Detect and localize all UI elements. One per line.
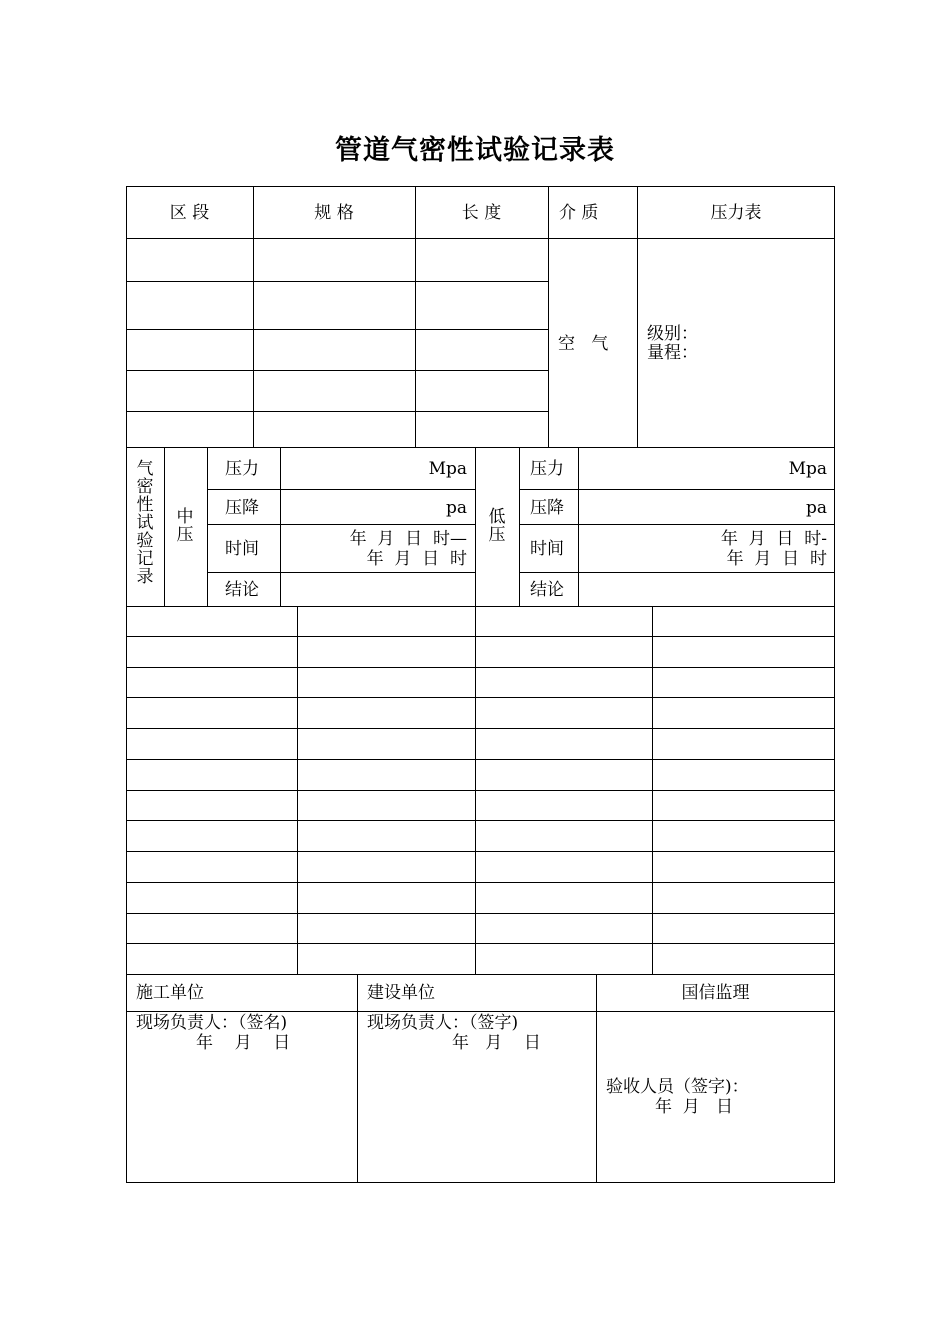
mp-drop-label: 压降 (225, 498, 259, 518)
lp-pressure-label: 压力 (530, 459, 564, 479)
medium-pressure-label: 中 压 (176, 507, 194, 545)
col-divider (548, 186, 549, 447)
grid-row-line (126, 636, 835, 637)
grid-row-line (126, 851, 835, 852)
grid-col-line (297, 606, 298, 974)
acceptance-sign: 验收人员（签字)： (606, 1077, 749, 1097)
col-divider (475, 447, 476, 974)
gauge-grade: 级别： (647, 324, 698, 344)
mp-drop-unit: pa (445, 498, 467, 518)
lp-time-label: 时间 (530, 539, 564, 559)
owner-sign: 现场负责人：（签字) (367, 1013, 519, 1033)
row-divider (207, 489, 475, 490)
row-divider (519, 524, 835, 525)
test-record-label: 气 密 性 试 验 记 录 (136, 459, 154, 587)
grid-row-line (126, 728, 835, 729)
col-divider (253, 186, 254, 447)
col-divider (280, 447, 281, 606)
col-divider (207, 447, 208, 606)
col-divider (164, 447, 165, 606)
col-divider (519, 447, 520, 606)
mp-conclusion-label: 结论 (225, 580, 259, 600)
row-divider (126, 370, 548, 371)
lp-drop-label: 压降 (530, 498, 564, 518)
row-divider (207, 524, 475, 525)
footer-col-line (596, 974, 597, 1183)
row-divider (519, 572, 835, 573)
lp-time-start: 年 月 日 时- (720, 529, 827, 549)
row-divider (519, 489, 835, 490)
grid-row-line (126, 667, 835, 668)
mp-pressure-label: 压力 (225, 459, 259, 479)
acceptance-date: 年 月 日 (655, 1097, 734, 1117)
lp-conclusion-label: 结论 (530, 580, 564, 600)
owner-unit-label: 建设单位 (367, 983, 435, 1003)
grid-top (126, 606, 835, 607)
row-divider (126, 411, 548, 412)
header-spec: 规 格 (314, 203, 354, 223)
section-divider (126, 447, 835, 448)
col-divider (415, 186, 416, 447)
grid-bottom (126, 974, 835, 975)
row-divider (126, 281, 548, 282)
grid-row-line (126, 759, 835, 760)
grid-row-line (126, 790, 835, 791)
mp-time-start: 年 月 日 时— (349, 529, 467, 549)
construction-date: 年 月 日 (196, 1033, 291, 1053)
header-medium: 介 质 (559, 203, 599, 223)
grid-row-line (126, 943, 835, 944)
grid-row-line (126, 882, 835, 883)
mp-pressure-unit: Mpa (428, 459, 467, 479)
header-gauge: 压力表 (710, 203, 762, 223)
col-divider (578, 447, 579, 606)
lp-drop-unit: pa (805, 498, 827, 518)
owner-date: 年 月 日 (452, 1033, 541, 1053)
lp-time-end: 年 月 日 时 (726, 549, 827, 569)
medium-value: 空 气 (558, 334, 609, 354)
header-divider (126, 238, 835, 239)
grid-row-line (126, 820, 835, 821)
col-divider (637, 186, 638, 447)
footer-col-line (357, 974, 358, 1183)
header-section: 区 段 (169, 203, 210, 223)
row-divider (207, 572, 475, 573)
low-pressure-label: 低 压 (488, 507, 506, 545)
grid-col-line (652, 606, 653, 974)
grid-row-line (126, 697, 835, 698)
header-length: 长 度 (461, 203, 502, 223)
construction-sign: 现场负责人：（签名) (136, 1013, 288, 1033)
lp-pressure-unit: Mpa (788, 459, 827, 479)
grid-row-line (126, 913, 835, 914)
mp-time-end: 年 月 日 时 (366, 549, 467, 569)
supervisor-label: 国信监理 (681, 983, 750, 1003)
gauge-range: 量程： (647, 343, 698, 363)
construction-unit-label: 施工单位 (136, 983, 204, 1003)
mp-time-label: 时间 (225, 539, 259, 559)
row-divider (126, 329, 548, 330)
page-title: 管道气密性试验记录表 (335, 135, 615, 166)
footer-divider (126, 1011, 835, 1012)
